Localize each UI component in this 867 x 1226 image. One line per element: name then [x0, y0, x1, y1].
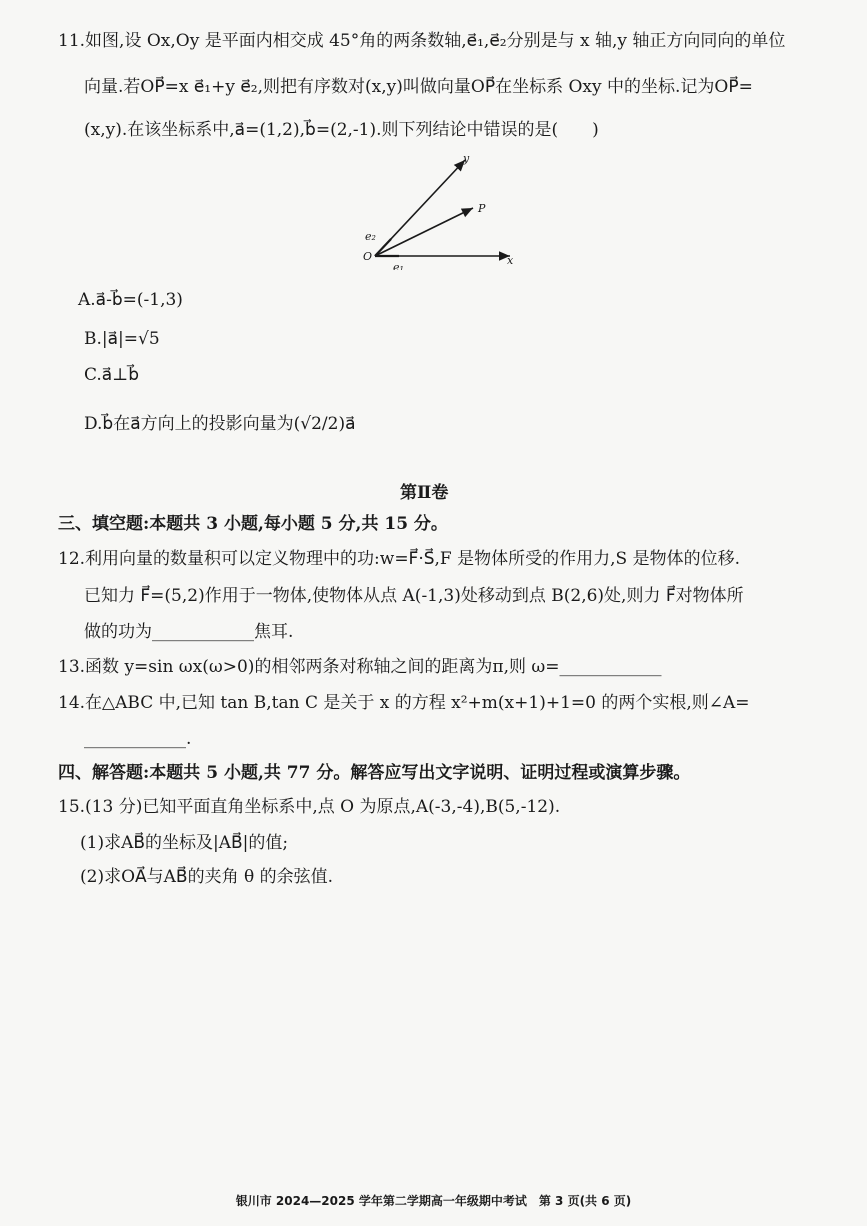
q11-option-c: C.a⃗⊥b⃗	[84, 365, 140, 385]
q15-part1: (1)求AB⃗的坐标及|AB⃗|的值;	[80, 833, 289, 853]
q12-line3: 做的功为____________焦耳.	[84, 622, 294, 642]
q11-option-a: A.a⃗-b⃗=(-1,3)	[78, 290, 183, 310]
label-x: x	[507, 254, 514, 267]
q14-line1: 14.在△ABC 中,已知 tan B,tan C 是关于 x 的方程 x²+m(x+1)+1=0 的两个实根,则∠A=	[58, 693, 750, 713]
label-e1: e₁	[393, 261, 404, 270]
label-y: y	[463, 152, 470, 165]
q11-option-d: D.b⃗在a⃗方向上的投影向量为(√2/2)a⃗	[84, 414, 356, 434]
q11-line2: 向量.若OP⃗=x e⃗₁+y e⃗₂,则把有序数对(x,y)叫做向量OP⃗在坐标系 Oxy 中的坐标.记为OP⃗=	[84, 77, 753, 97]
part2-title: 第Ⅱ卷	[400, 483, 449, 503]
q12-line1: 12.利用向量的数量积可以定义物理中的功:w=F⃗·S⃗,F 是物体所受的作用力,S 是物体的位移.	[58, 549, 740, 569]
op-vector	[375, 208, 473, 256]
q15-part2: (2)求OA⃗与AB⃗的夹角 θ 的余弦值.	[80, 867, 334, 887]
q14-line2: ____________.	[84, 729, 192, 749]
q13: 13.函数 y=sin ωx(ω>0)的相邻两条对称轴之间的距离为π,则 ω=____________	[58, 657, 662, 677]
label-p: P	[478, 202, 486, 215]
section4-heading: 四、解答题:本题共 5 小题,共 77 分。解答应写出文字说明、证明过程或演算步骤。	[58, 763, 691, 783]
q11-line1: 11.如图,设 Ox,Oy 是平面内相交成 45°角的两条数轴,e⃗₁,e⃗₂分别是与 x 轴,y 轴正方向同向的单位	[58, 31, 786, 51]
label-o: O	[363, 250, 373, 263]
oblique-axes-diagram	[355, 150, 525, 270]
q15-line1: 15.(13 分)已知平面直角坐标系中,点 O 为原点,A(-3,-4),B(5,-12).	[58, 797, 561, 817]
e2-vector	[375, 239, 391, 256]
q11-line3: (x,y).在该坐标系中,a⃗=(1,2),b⃗=(2,-1).则下列结论中错误的是( )	[84, 120, 599, 140]
q11-option-b: B.|a⃗|=√5	[84, 329, 160, 349]
label-e2: e₂	[365, 230, 376, 243]
page-footer: 银川市 2024—2025 学年第二学期高一年级期中考试 第 3 页(共 6 页)	[235, 1194, 632, 1208]
q12-line2: 已知力 F⃗=(5,2)作用于一物体,使物体从点 A(-1,3)处移动到点 B(2,6)处,则力 F⃗对物体所	[84, 586, 744, 606]
section3-heading: 三、填空题:本题共 3 小题,每小题 5 分,共 15 分。	[58, 514, 448, 534]
